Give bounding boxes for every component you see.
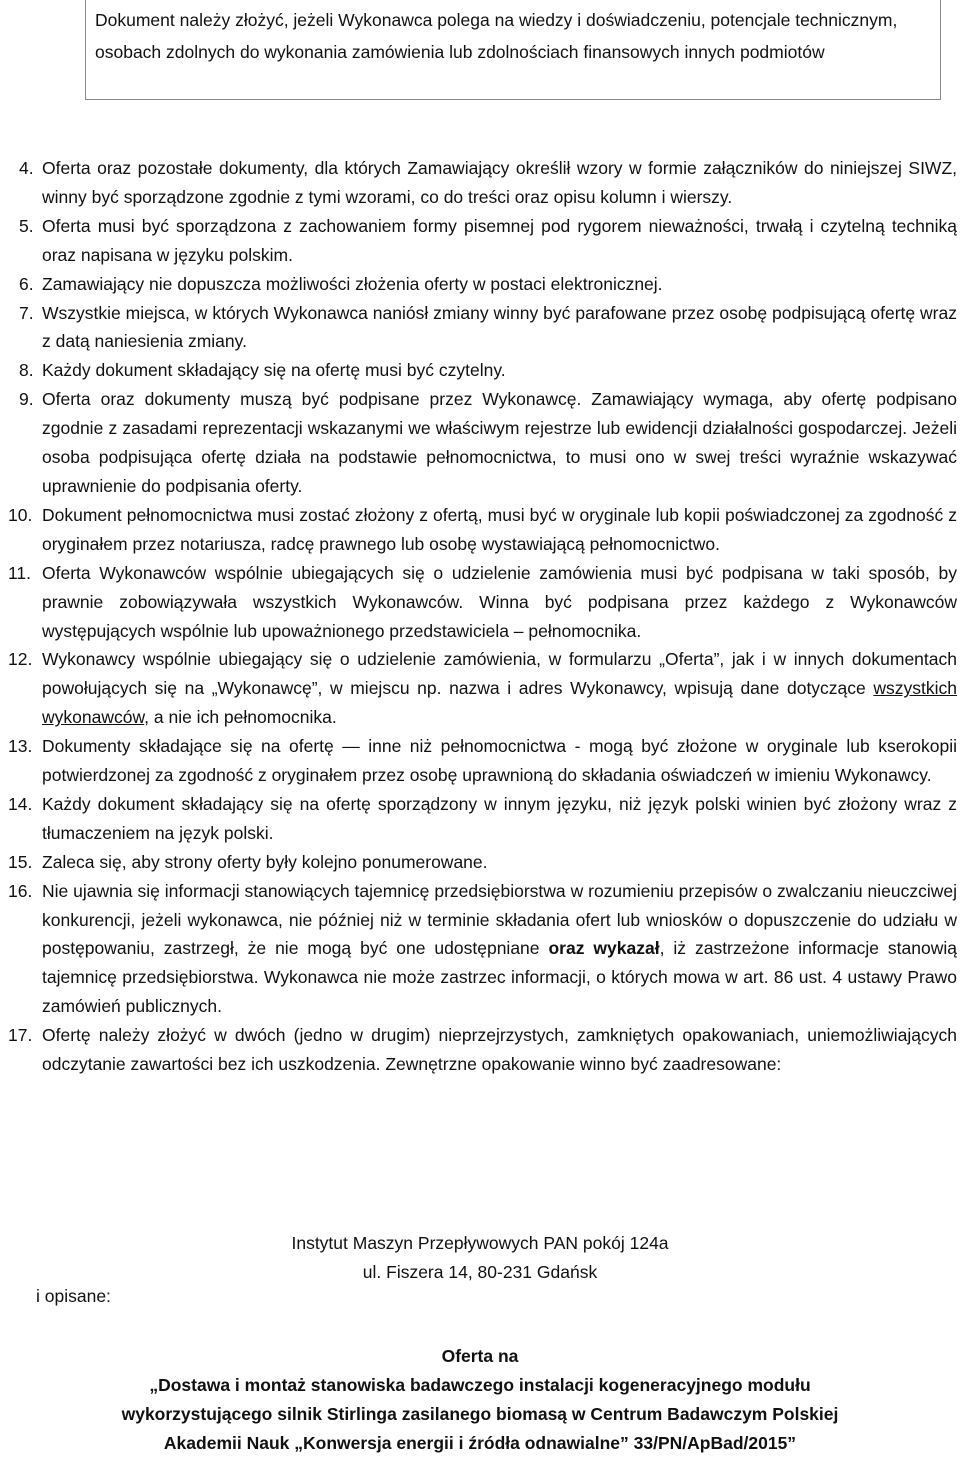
list-item-number: 12. bbox=[8, 649, 33, 670]
list-item-number: 6. bbox=[19, 273, 34, 294]
list-item-text: Wszystkie miejsca, w których Wykonawca naniósł zmiany winny być parafowane przez osobę podpisującą ofertę wraz z datą naniesienia zmiany. bbox=[42, 302, 957, 352]
list-item-number: 17. bbox=[8, 1025, 33, 1046]
list-item-text: Oferta Wykonawców wspólnie ubiegających się o udzielenie zamówienia musi być podpisana w taki sposób, by prawnie zobowiązywała wszystkich Wykonawców. Winna być podpisana przez każdego z Wykonawców występujących wspólnie lub upoważnionego przedstawiciela – pełnomocnika. bbox=[42, 562, 957, 641]
underlined-phrase: wszystkich wykonawców bbox=[42, 678, 957, 728]
list-item-text-part: , a nie ich pełnomocnika. bbox=[144, 707, 337, 728]
list-item bbox=[0, 1021, 960, 1079]
offer-label-line: wykorzystującego silnik Stirlinga zasilanego biomasą w Centrum Badawczym Polskiej bbox=[121, 1404, 839, 1424]
list-item-text: Każdy dokument składający się na ofertę sporządzony w innym języku, niż język polski winien być złożony wraz z tłumaczeniem na język polski. bbox=[42, 793, 957, 843]
list-item-text: Zamawiający nie dopuszcza możliwości złożenia oferty w postaci elektronicznej. bbox=[42, 273, 663, 294]
bold-phrase: oraz wykazał bbox=[548, 938, 660, 959]
list-item-number: 10. bbox=[8, 504, 33, 525]
list-item bbox=[0, 790, 960, 848]
list-item bbox=[0, 848, 960, 877]
list-item bbox=[0, 645, 960, 732]
list-item bbox=[0, 154, 960, 212]
list-item-number: 7. bbox=[19, 302, 34, 323]
list-item bbox=[0, 299, 960, 357]
list-item-text bbox=[42, 645, 957, 732]
list-item bbox=[0, 732, 960, 790]
list-item-number: 13. bbox=[8, 736, 33, 757]
list-item-number: 9. bbox=[19, 389, 34, 410]
list-item-text: Oferta musi być sporządzona z zachowaniem formy pisemnej pod rygorem nieważności, trwałą i czytelną techniką oraz napisana w języku polskim. bbox=[42, 215, 957, 265]
address-line-2: ul. Fiszera 14, 80-231 Gdańsk bbox=[362, 1262, 598, 1282]
list-item-number: 8. bbox=[19, 360, 34, 381]
list-item-number: 5. bbox=[19, 215, 34, 236]
numbered-list bbox=[0, 154, 960, 1079]
list-item bbox=[0, 385, 960, 501]
list-item-number: 4. bbox=[19, 158, 34, 178]
requirement-note-text: Dokument należy złożyć, jeżeli Wykonawca polega na wiedzy i doświadczeniu, potencjale technicznym, osobach zdolnych do wykonania zamówienia lub zdolnościach finansowych innych podmiotów bbox=[95, 10, 898, 62]
list-item-text: Oferta oraz pozostałe dokumenty, dla których Zamawiający określił wzory w formie załączników do niniejszej SIWZ, winny być sporządzone zgodnie z tymi wzorami, co do treści oraz opisu kolumn i wierszy. bbox=[42, 158, 957, 207]
offer-label-block bbox=[0, 1342, 960, 1458]
list-item-number: 16. bbox=[8, 880, 33, 901]
list-item bbox=[0, 212, 960, 270]
list-item-text: Dokument pełnomocnictwa musi zostać złożony z ofertą, musi być w oryginale lub kopii poświadczonej za zgodność z oryginałem przez notariusza, radcę prawnego lub osobę wystawiającą pełnomocnictwo. bbox=[42, 504, 957, 554]
opisane-label: i opisane: bbox=[36, 1286, 111, 1306]
list-item bbox=[0, 356, 960, 385]
list-item-text: Dokumenty składające się na ofertę — inne niż pełnomocnictwa - mogą być złożone w oryginale lub kserokopii potwierdzonej za zgodność z oryginałem przez osobę uprawnioną do składania oświadczeń w imieniu Wykonawcy. bbox=[42, 736, 957, 786]
list-item-text bbox=[42, 877, 957, 1022]
list-item-text: Każdy dokument składający się na ofertę musi być czytelny. bbox=[42, 360, 506, 381]
list-item-text-part: , iż zastrzeżone informacje stanowią tajemnicę przedsiębiorstwa. Wykonawca nie może zastrzec informacji, o których mowa w art. 86 ust. 4 ustawy Prawo zamówień publicznych. bbox=[42, 938, 957, 1017]
list-item-text: Oferta oraz dokumenty muszą być podpisane przez Wykonawcę. Zamawiający wymaga, aby ofertę podpisano zgodnie z zasadami reprezentacji wskazanymi we właściwym rejestrze lub ewidencji działalności gospodarczej. Jeżeli osoba podpisująca ofertę działa na podstawie pełnomocnictwa, to musi ono w swej treści wyraźnie wskazywać uprawnienie do podpisania oferty. bbox=[42, 389, 957, 496]
list-item bbox=[0, 559, 960, 646]
list-item-number: 15. bbox=[8, 851, 33, 872]
list-item bbox=[0, 270, 960, 299]
list-item bbox=[0, 501, 960, 559]
list-item-text: Ofertę należy złożyć w dwóch (jedno w drugim) nieprzejrzystych, zamkniętych opakowaniach, uniemożliwiających odczytanie zawartości bez ich uszkodzenia. Zewnętrzne opakowanie winno być zaadresowane: bbox=[42, 1025, 957, 1075]
offer-label-title: Oferta na bbox=[441, 1346, 519, 1366]
list-item-text: Zaleca się, aby strony oferty były kolejno ponumerowane. bbox=[42, 851, 488, 872]
offer-label-line: „Dostawa i montaż stanowiska badawczego instalacji kogeneracyjnego modułu bbox=[149, 1375, 811, 1395]
list-item-text-part: Wykonawcy wspólnie ubiegający się o udzielenie zamówienia, w formularzu „Oferta”, jak i w innych dokumentach powołujących się na „Wykonawcę”, w miejscu np. nazwa i adres Wykonawcy, wpisują dane dotyczące bbox=[42, 649, 957, 699]
list-item bbox=[0, 877, 960, 1022]
list-item-text-part: Nie ujawnia się informacji stanowiących tajemnicę przedsiębiorstwa w rozumieniu przepisów o zwalczaniu nieuczciwej konkurencji, jeżeli wykonawca, nie później niż w terminie składania ofert lub wniosków o dopuszczenie do udziału w postępowaniu, zastrzegł, że nie mogą być one udostępniane bbox=[42, 880, 957, 959]
address-line-1: Instytut Maszyn Przepływowych PAN pokój 124a bbox=[291, 1233, 669, 1253]
list-item-number: 14. bbox=[8, 793, 33, 814]
list-item-number: 11. bbox=[8, 562, 32, 583]
requirement-note-box bbox=[85, 0, 941, 100]
offer-label-line: Akademii Nauk „Konwersja energii i źródła odnawialne” 33/PN/ApBad/2015” bbox=[163, 1433, 797, 1453]
